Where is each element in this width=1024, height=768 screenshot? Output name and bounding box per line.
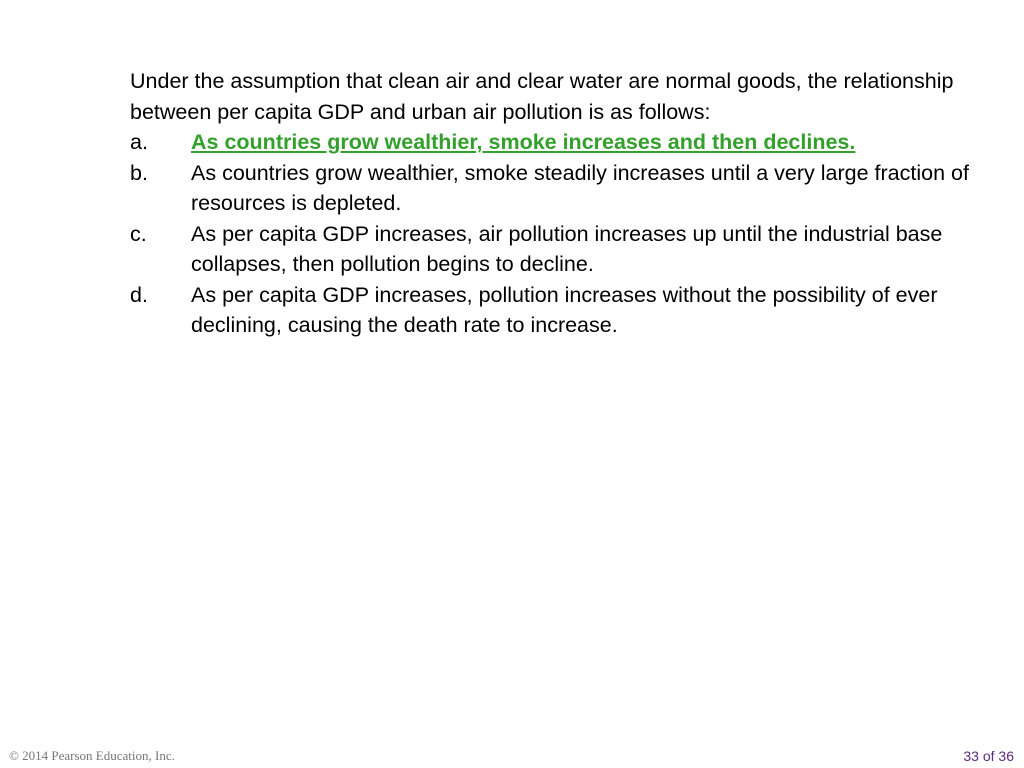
answer-list — [130, 127, 1000, 341]
answer-option-a — [130, 127, 1000, 158]
question-stem: Under the assumption that clean air and clear water are normal goods, the relationship between per capita GDP and urban air pollution is as follows: — [130, 69, 954, 124]
option-text: As per capita GDP increases, pollution increases without the possibility of ever declining, causing the death rate to increase. — [191, 282, 938, 337]
slide-content — [130, 66, 1000, 341]
answer-option-b — [130, 158, 1000, 219]
answer-option-d — [130, 280, 1000, 341]
option-text: As countries grow wealthier, smoke steadily increases until a very large fraction of resources is depleted. — [191, 160, 969, 215]
footer-copyright: © 2014 Pearson Education, Inc. — [9, 748, 175, 763]
answer-option-c — [130, 219, 1000, 280]
option-text: As per capita GDP increases, air pollution increases up until the industrial base collapses, then pollution begins to decline. — [191, 221, 943, 276]
page-number: 33 of 36 — [963, 748, 1014, 764]
option-text-correct: As countries grow wealthier, smoke increases and then declines. — [191, 130, 856, 154]
option-letter: a. — [130, 130, 148, 154]
option-letter: b. — [130, 160, 148, 185]
option-letter: d. — [130, 282, 148, 307]
option-letter: c. — [130, 221, 147, 246]
